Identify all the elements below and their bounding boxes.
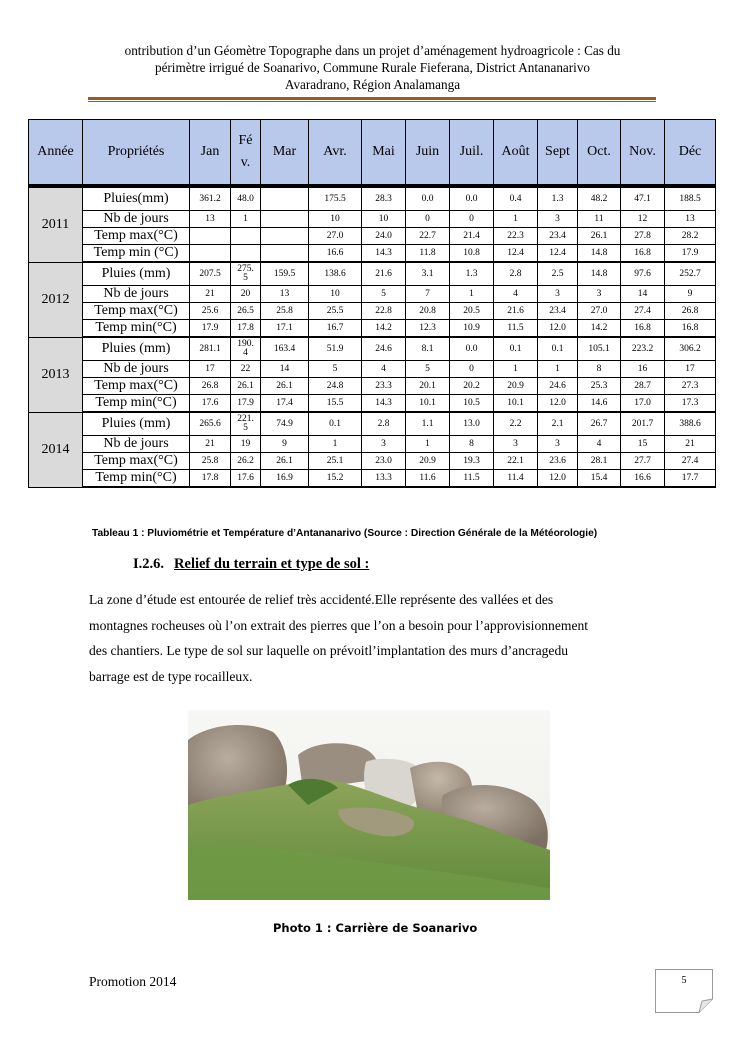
value-cell: 12.4: [494, 245, 538, 263]
value-cell: 2.5: [538, 262, 578, 286]
value-cell: 8.1: [406, 337, 450, 361]
value-cell: [261, 186, 309, 211]
value-cell: 0.0: [450, 186, 494, 211]
value-cell: 27.7: [621, 453, 665, 470]
property-label: Pluies (mm): [83, 412, 190, 436]
value-cell: 17.8: [190, 470, 231, 488]
property-label: Nb de jours: [83, 211, 190, 228]
value-cell: 3: [538, 436, 578, 453]
property-label: Nb de jours: [83, 436, 190, 453]
value-cell: 17.9: [231, 395, 261, 413]
value-cell: 14.6: [578, 395, 621, 413]
value-cell: 3: [578, 286, 621, 303]
value-cell-part2: 4: [243, 348, 248, 358]
value-cell: 28.2: [665, 228, 716, 245]
property-label: Nb de jours: [83, 286, 190, 303]
value-cell: 15.4: [578, 470, 621, 488]
value-cell: 25.8: [261, 303, 309, 320]
table-row: [29, 245, 716, 263]
value-cell: 13: [261, 286, 309, 303]
value-cell: 10.8: [450, 245, 494, 263]
value-cell: 16.8: [665, 320, 716, 338]
value-cell: [231, 262, 261, 286]
value-cell: 24.6: [362, 337, 406, 361]
value-cell: 388.6: [665, 412, 716, 436]
value-cell: 23.3: [362, 378, 406, 395]
climate-table: [28, 119, 716, 488]
value-cell: 0.1: [309, 412, 362, 436]
value-cell: 265.6: [190, 412, 231, 436]
value-cell: 17.7: [665, 470, 716, 488]
value-cell: 21.6: [362, 262, 406, 286]
value-cell: 10.9: [450, 320, 494, 338]
value-cell: 14.3: [362, 395, 406, 413]
value-cell: 28.7: [621, 378, 665, 395]
value-cell: 1: [309, 436, 362, 453]
year-cell: 2012: [29, 262, 83, 337]
value-cell: 26.1: [261, 453, 309, 470]
paragraph-line-4: barrage est de type rocailleux.: [89, 668, 253, 684]
table-row: [29, 262, 716, 286]
table-row: [29, 412, 716, 436]
table-caption: Tableau 1 : Pluviométrie et Température d’Antananarivo (Source : Direction Générale de la Météorologie): [92, 528, 598, 539]
value-cell: 23.0: [362, 453, 406, 470]
value-cell: 14.2: [578, 320, 621, 338]
value-cell-part1: 221.: [237, 414, 254, 424]
value-cell: 163.4: [261, 337, 309, 361]
page-number-box: [655, 969, 713, 1013]
property-label: Pluies(mm): [83, 186, 190, 211]
header-may: Mai: [362, 120, 406, 187]
value-cell: 8: [450, 436, 494, 453]
value-cell: 17.3: [665, 395, 716, 413]
header-year: Année: [29, 120, 83, 187]
footer-promotion: Promotion 2014: [89, 974, 177, 989]
table-row: [29, 395, 716, 413]
value-cell: 26.7: [578, 412, 621, 436]
value-cell: 17.9: [665, 245, 716, 263]
header-jun: Juin: [406, 120, 450, 187]
value-cell: 10.1: [494, 395, 538, 413]
value-cell: 23.4: [538, 228, 578, 245]
value-cell: 5: [309, 361, 362, 378]
photo-caption: Photo 1 : Carrière de Soanarivo: [273, 921, 478, 935]
value-cell: 138.6: [309, 262, 362, 286]
body-paragraph: [89, 587, 669, 689]
value-cell: 20.5: [450, 303, 494, 320]
value-cell: 3: [538, 286, 578, 303]
value-cell: 25.8: [190, 453, 231, 470]
year-cell: 2011: [29, 186, 83, 262]
value-cell: 3: [494, 436, 538, 453]
property-label: Temp min(°C): [83, 470, 190, 488]
value-cell: 25.5: [309, 303, 362, 320]
value-cell: 26.1: [578, 228, 621, 245]
value-cell: 22: [231, 361, 261, 378]
value-cell: 23.6: [538, 453, 578, 470]
property-label: Temp max(°C): [83, 303, 190, 320]
value-cell: 1.3: [450, 262, 494, 286]
value-cell: 17.6: [231, 470, 261, 488]
value-cell: 7: [406, 286, 450, 303]
value-cell: 17.0: [621, 395, 665, 413]
header-properties: Propriétés: [83, 120, 190, 187]
value-cell: [190, 245, 231, 263]
value-cell: 11.5: [494, 320, 538, 338]
value-cell: [231, 337, 261, 361]
value-cell: 10: [362, 211, 406, 228]
header-nov: Nov.: [621, 120, 665, 187]
value-cell: 27.8: [621, 228, 665, 245]
value-cell: 16.6: [621, 470, 665, 488]
value-cell: 13: [190, 211, 231, 228]
value-cell: 15: [621, 436, 665, 453]
header-oct: Oct.: [578, 120, 621, 187]
value-cell: 19: [231, 436, 261, 453]
value-cell: 0.1: [494, 337, 538, 361]
value-cell: 2.1: [538, 412, 578, 436]
value-cell: 17.9: [190, 320, 231, 338]
value-cell: 3.1: [406, 262, 450, 286]
value-cell: 26.1: [261, 378, 309, 395]
value-cell: 48.2: [578, 186, 621, 211]
value-cell: 2.8: [494, 262, 538, 286]
value-cell: 25.1: [309, 453, 362, 470]
value-cell: 21.4: [450, 228, 494, 245]
value-cell-part1: 190.: [237, 339, 254, 349]
value-cell: 0.0: [406, 186, 450, 211]
table-row: [29, 228, 716, 245]
value-cell-part2: 5: [243, 423, 248, 433]
header-jul: Juil.: [450, 120, 494, 187]
value-cell: 3: [362, 436, 406, 453]
value-cell: 20: [231, 286, 261, 303]
value-cell: 188.5: [665, 186, 716, 211]
value-cell: 20.9: [406, 453, 450, 470]
value-cell: [190, 228, 231, 245]
value-cell-part2: 5: [243, 273, 248, 283]
value-cell: 1.3: [538, 186, 578, 211]
value-cell: 22.3: [494, 228, 538, 245]
value-cell: 13.0: [450, 412, 494, 436]
value-cell: 22.8: [362, 303, 406, 320]
value-cell: 10.1: [406, 395, 450, 413]
value-cell: 23.4: [538, 303, 578, 320]
value-cell: 8: [578, 361, 621, 378]
paragraph-line-1: La zone d’étude est entourée de relief très accidenté.Elle représente des vallées et des: [89, 592, 554, 607]
property-label: Pluies (mm): [83, 337, 190, 361]
value-cell: 17: [190, 361, 231, 378]
value-cell: 22.1: [494, 453, 538, 470]
value-cell: 281.1: [190, 337, 231, 361]
property-label: Temp min(°C): [83, 320, 190, 338]
value-cell: 22.7: [406, 228, 450, 245]
value-cell: 20.2: [450, 378, 494, 395]
property-label: Temp max(°C): [83, 378, 190, 395]
value-cell: 26.2: [231, 453, 261, 470]
value-cell: 14: [261, 361, 309, 378]
value-cell: 3: [538, 211, 578, 228]
value-cell: 17.8: [231, 320, 261, 338]
value-cell: 5: [406, 361, 450, 378]
value-cell: 21: [190, 436, 231, 453]
value-cell: 24.8: [309, 378, 362, 395]
value-cell: 17: [665, 361, 716, 378]
header-line-3: Avaradrano, Région Analamanga: [284, 77, 461, 92]
value-cell: 13.3: [362, 470, 406, 488]
value-cell: 26.5: [231, 303, 261, 320]
table-row: [29, 378, 716, 395]
value-cell: 0: [450, 361, 494, 378]
value-cell: 21: [665, 436, 716, 453]
value-cell: 15.2: [309, 470, 362, 488]
value-cell: 361.2: [190, 186, 231, 211]
header-line-1: ontribution d’un Géomètre Topographe dans un projet d’aménagement hydroagricole : Cas du: [124, 43, 621, 58]
value-cell: 9: [665, 286, 716, 303]
table-row: [29, 436, 716, 453]
value-cell: 16.7: [309, 320, 362, 338]
table-header-row: [29, 120, 716, 187]
value-cell: 1.1: [406, 412, 450, 436]
paragraph-line-3: des chantiers. Le type de sol sur laquelle on prévoitl’implantation des murs d’ancragedu: [89, 643, 569, 659]
value-cell: 13: [665, 211, 716, 228]
header-rule-thin: [88, 101, 656, 102]
value-cell: [261, 211, 309, 228]
value-cell: 27.4: [621, 303, 665, 320]
value-cell: 16.9: [261, 470, 309, 488]
value-cell: 27.0: [309, 228, 362, 245]
value-cell: 14.3: [362, 245, 406, 263]
value-cell: 21.6: [494, 303, 538, 320]
value-cell: 27.3: [665, 378, 716, 395]
header-feb: [231, 120, 261, 187]
value-cell: 0: [450, 211, 494, 228]
value-cell: 20.9: [494, 378, 538, 395]
header-dec: Déc: [665, 120, 716, 187]
value-cell: 26.8: [665, 303, 716, 320]
value-cell: 10: [309, 211, 362, 228]
value-cell: 11.8: [406, 245, 450, 263]
value-cell: 21: [190, 286, 231, 303]
table-row: [29, 337, 716, 361]
value-cell: [261, 245, 309, 263]
value-cell: 12.3: [406, 320, 450, 338]
value-cell: 0.4: [494, 186, 538, 211]
value-cell: 10.5: [450, 395, 494, 413]
value-cell: 4: [578, 436, 621, 453]
value-cell: 26.8: [190, 378, 231, 395]
value-cell: 1: [494, 361, 538, 378]
table-row: [29, 453, 716, 470]
property-label: Temp max(°C): [83, 228, 190, 245]
value-cell: 20.1: [406, 378, 450, 395]
year-cell: 2013: [29, 337, 83, 412]
value-cell: 4: [362, 361, 406, 378]
value-cell: 1: [406, 436, 450, 453]
value-cell: 252.7: [665, 262, 716, 286]
value-cell: 2.2: [494, 412, 538, 436]
property-label: Temp max(°C): [83, 453, 190, 470]
value-cell: 2.8: [362, 412, 406, 436]
value-cell: 19.3: [450, 453, 494, 470]
value-cell: 47.1: [621, 186, 665, 211]
value-cell: 16.8: [621, 245, 665, 263]
header-rule-thick: [88, 97, 656, 100]
header-feb-part1: Fé: [238, 133, 253, 148]
value-cell: 27.0: [578, 303, 621, 320]
value-cell: 24.0: [362, 228, 406, 245]
value-cell: 16: [621, 361, 665, 378]
value-cell: 17.6: [190, 395, 231, 413]
quarry-photo-illustration: [188, 710, 550, 900]
value-cell: 27.4: [665, 453, 716, 470]
header-sep: Sept: [538, 120, 578, 187]
value-cell: 12.0: [538, 395, 578, 413]
value-cell: 105.1: [578, 337, 621, 361]
value-cell: 201.7: [621, 412, 665, 436]
property-label: Nb de jours: [83, 361, 190, 378]
value-cell: 5: [362, 286, 406, 303]
value-cell: 51.9: [309, 337, 362, 361]
value-cell: 10: [309, 286, 362, 303]
value-cell: 11.4: [494, 470, 538, 488]
value-cell: 12.4: [538, 245, 578, 263]
header-feb-part2: v.: [240, 155, 251, 170]
header-jan: Jan: [190, 120, 231, 187]
table-row: [29, 286, 716, 303]
value-cell: [261, 228, 309, 245]
section-title: Relief du terrain et type de sol :: [174, 556, 370, 572]
value-cell: 16.6: [309, 245, 362, 263]
value-cell: 306.2: [665, 337, 716, 361]
value-cell: 0.0: [450, 337, 494, 361]
value-cell: 15.5: [309, 395, 362, 413]
value-cell: 1: [231, 211, 261, 228]
value-cell: 12.0: [538, 320, 578, 338]
value-cell: 28.1: [578, 453, 621, 470]
value-cell: 14: [621, 286, 665, 303]
header-aug: Août: [494, 120, 538, 187]
value-cell: 11.5: [450, 470, 494, 488]
value-cell: 25.3: [578, 378, 621, 395]
value-cell: 25.6: [190, 303, 231, 320]
property-label: Temp min (°C): [83, 245, 190, 263]
property-label: Temp min(°C): [83, 395, 190, 413]
year-cell: 2014: [29, 412, 83, 487]
value-cell: 1: [494, 211, 538, 228]
value-cell: 24.6: [538, 378, 578, 395]
header-apr: Avr.: [309, 120, 362, 187]
value-cell: 28.3: [362, 186, 406, 211]
value-cell: 207.5: [190, 262, 231, 286]
value-cell: 9: [261, 436, 309, 453]
value-cell: 74.9: [261, 412, 309, 436]
property-label: Pluies (mm): [83, 262, 190, 286]
value-cell: 4: [494, 286, 538, 303]
page-number: 5: [681, 975, 687, 986]
table-row: [29, 211, 716, 228]
value-cell: 48.0: [231, 186, 261, 211]
value-cell: 17.1: [261, 320, 309, 338]
value-cell: 12: [621, 211, 665, 228]
value-cell-part1: 275.: [237, 264, 254, 274]
value-cell: 97.6: [621, 262, 665, 286]
value-cell: [231, 228, 261, 245]
header-mar: Mar: [261, 120, 309, 187]
value-cell: 16.8: [621, 320, 665, 338]
value-cell: 14.8: [578, 245, 621, 263]
table-row: [29, 186, 716, 211]
table-body: [29, 186, 716, 487]
value-cell: 20.8: [406, 303, 450, 320]
table-row: [29, 361, 716, 378]
page-header: [60, 42, 685, 93]
quarry-photo: [188, 710, 550, 900]
value-cell: 26.1: [231, 378, 261, 395]
paragraph-line-2: montagnes rocheuses où l’on extrait des pierres que l’on a besoin pour l’approvisionnement: [89, 617, 589, 633]
value-cell: 1: [450, 286, 494, 303]
value-cell: 223.2: [621, 337, 665, 361]
value-cell: 0: [406, 211, 450, 228]
header-line-2: périmètre irrigué de Soanarivo, Commune Rurale Fieferana, District Antananarivo: [154, 60, 591, 75]
table-row: [29, 303, 716, 320]
value-cell: [231, 412, 261, 436]
value-cell: 159.5: [261, 262, 309, 286]
section-number: I.2.6.: [133, 556, 165, 572]
value-cell: 1: [538, 361, 578, 378]
value-cell: 175.5: [309, 186, 362, 211]
value-cell: 11: [578, 211, 621, 228]
table-row: [29, 470, 716, 488]
value-cell: 0.1: [538, 337, 578, 361]
value-cell: 12.0: [538, 470, 578, 488]
value-cell: [231, 245, 261, 263]
value-cell: 14.8: [578, 262, 621, 286]
table-row: [29, 320, 716, 338]
value-cell: 17.4: [261, 395, 309, 413]
section-heading: [133, 556, 369, 573]
value-cell: 14.2: [362, 320, 406, 338]
value-cell: 11.6: [406, 470, 450, 488]
